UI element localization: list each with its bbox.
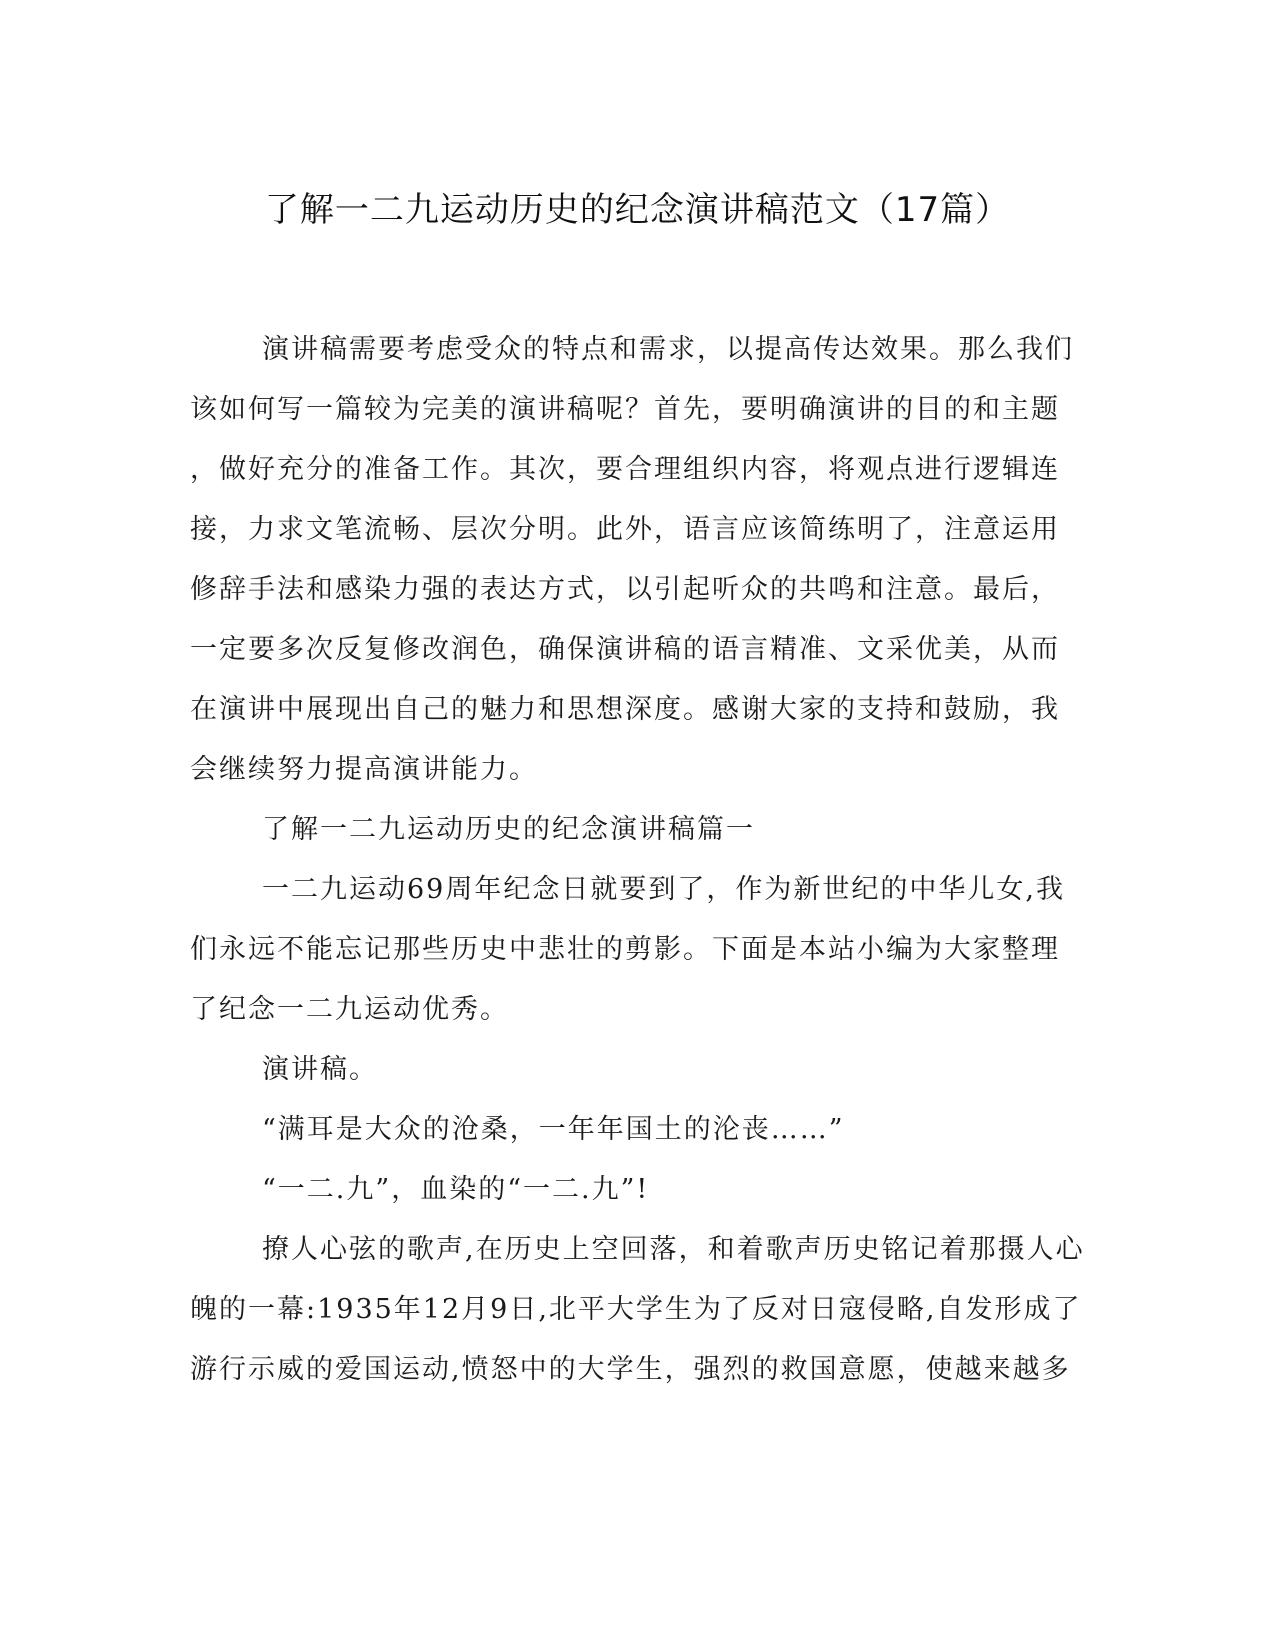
paragraph-line: ，做好充分的准备工作。其次，要合理组织内容，将观点进行逻辑连 — [190, 454, 1060, 485]
paragraph-line: 修辞手法和感染力强的表达方式，以引起听众的共鸣和注意。最后， — [190, 574, 1060, 605]
quote-line: “满耳是大众的沧桑，一年年国土的沦丧……” — [262, 1114, 845, 1145]
paragraph-line: 演讲稿。 — [262, 1054, 378, 1085]
paragraph-line: 一二九运动69周年纪念日就要到了，作为新世纪的中华儿女,我 — [262, 874, 1065, 905]
paragraph-line: 一定要多次反复修改润色，确保演讲稿的语言精准、文采优美，从而 — [190, 634, 1060, 665]
paragraph-line: 魄的一幕:1935年12月9日,北平大学生为了反对日寇侵略,自发形成了 — [190, 1294, 1082, 1325]
document-title: 了解一二九运动历史的纪念演讲稿范文（17篇） — [264, 190, 1011, 230]
section-heading: 了解一二九运动历史的纪念演讲稿篇一 — [262, 814, 755, 845]
paragraph-line: 撩人心弦的歌声,在历史上空回落，和着歌声历史铭记着那摄人心 — [262, 1234, 1085, 1265]
paragraph-line: 会继续努力提高演讲能力。 — [190, 754, 538, 785]
paragraph-line: 在演讲中展现出自己的魅力和思想深度。感谢大家的支持和鼓励，我 — [190, 694, 1060, 725]
document-body — [190, 320, 1085, 1400]
paragraph-line: 了纪念一二九运动优秀。 — [190, 994, 509, 1025]
paragraph-line: 该如何写一篇较为完美的演讲稿呢？首先，要明确演讲的目的和主题 — [190, 394, 1060, 425]
paragraph-line: 们永远不能忘记那些历史中悲壮的剪影。下面是本站小编为大家整理 — [190, 934, 1060, 965]
quote-line: “一二.九”，血染的“一二.九”! — [262, 1174, 650, 1205]
paragraph-line: 演讲稿需要考虑受众的特点和需求，以提高传达效果。那么我们 — [262, 334, 1074, 365]
paragraph-line: 接，力求文笔流畅、层次分明。此外，语言应该简练明了，注意运用 — [190, 514, 1060, 545]
paragraph-line: 游行示威的爱国运动,愤怒中的大学生，强烈的救国意愿，使越来越多 — [190, 1354, 1071, 1385]
